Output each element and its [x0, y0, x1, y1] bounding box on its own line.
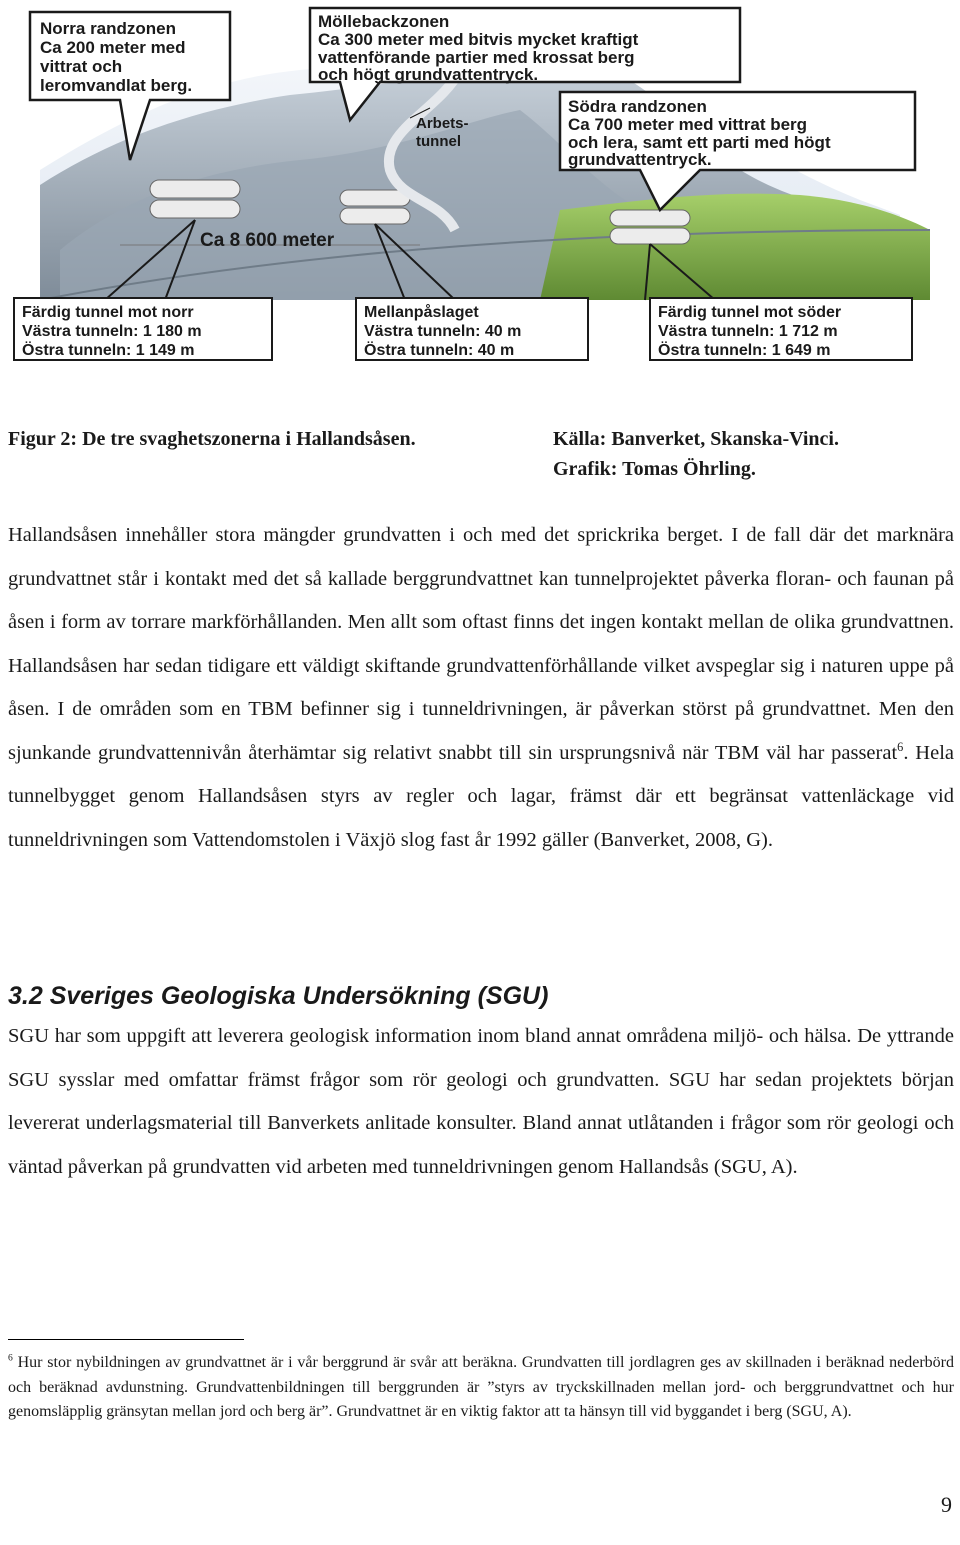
footnote [8, 1351, 954, 1425]
callout-norra-line3: vittrat och [40, 57, 123, 76]
footnote-divider [8, 1339, 244, 1340]
length-text: Ca 8 600 meter [200, 230, 335, 251]
callout-sodra-line3: och lera, samt ett parti med högt [568, 133, 831, 152]
section-heading: 3.2 Sveriges Geologiska Undersökning (SGU) [8, 982, 549, 1010]
page-number: 9 [941, 1492, 952, 1517]
callout-mollebacken-line4: och högt grundvattentryck. [318, 65, 539, 84]
callout-norra-line2: Ca 200 meter med [40, 38, 186, 57]
label-soder-line2: Västra tunneln: 1 712 m [658, 323, 838, 340]
paragraph-sgu: SGU har som uppgift att leverera geologisk information inom bland annat områdena miljö- och hälsa. De yttrande SGU sysslar med omfattar främst frågor som rör geologi och grundvatten. SGU har sedan projektets början levererat underlagsmaterial till Banverkets anlitade konsulter. Bland annat utlåtanden i frågor som rör geologi och väntad påverkan på grundvatten vid arbeten med tunneldrivningen genom Hallandsås (SGU, A). [8, 1025, 954, 1178]
tunnel-figure [0, 0, 960, 370]
footnote-ref[interactable]: 6 [897, 739, 904, 754]
label-soder-line1: Färdig tunnel mot söder [658, 304, 842, 321]
label-soder [650, 298, 912, 360]
footnote-text: Hur stor nybildningen av grundvattnet är i vår berggrund är svår att beräkna. Grundvatten till jordlagren ges av skillnaden i beräknad nederbörd och beräknad avdunstning. Grundvattenbildningen till berggrunden är ”styrs av tryckskillnaden mellan jord- och berggrundvattnet och hur genomsläpplig gränsytan mellan jord och berg är”. Grundvattnet är en viktig faktor att ta hänsyn till vid byggandet i berg (SGU, A). [8, 1354, 954, 1420]
label-norr-line1: Färdig tunnel mot norr [22, 304, 194, 321]
label-mellan-line2: Västra tunneln: 40 m [364, 323, 522, 340]
callout-mollebacken-line2: Ca 300 meter med bitvis mycket kraftigt [318, 30, 639, 49]
paragraph-groundwater [8, 514, 954, 862]
callout-norra-line1: Norra randzonen [40, 19, 177, 38]
paragraph-groundwater-text-cont: . Hela tunnelbygget genom Hallandsåsen styrs av regler och lagar, främst där ett begränsat vattenläckage vid tunneldrivningen som Vattendomstolen i Växjö slog fast år 1992 gäller (Banverket, 2008, G). [8, 741, 954, 851]
label-norr-line3: Östra tunneln: 1 149 m [22, 342, 195, 359]
callout-mollebacken-line1: Möllebackzonen [318, 12, 450, 31]
callout-sodra-line4: grundvattentryck. [568, 150, 712, 169]
callout-mollebacken-line3: vattenförande partier med krossat berg [318, 48, 635, 67]
tunnel-illustration [0, 0, 960, 370]
label-norr [14, 298, 272, 360]
footnote-number: 6 [8, 1352, 13, 1364]
caption-graphics: Grafik: Tomas Öhrling. [553, 458, 756, 480]
label-mellan-line1: Mellanpåslaget [364, 304, 479, 321]
label-norr-line2: Västra tunneln: 1 180 m [22, 323, 202, 340]
caption-source: Källa: Banverket, Skanska-Vinci. [553, 428, 839, 450]
callout-sodra-line1: Södra randzonen [568, 97, 707, 116]
label-mellan-line3: Östra tunneln: 40 m [364, 342, 515, 359]
arbetstunnel-line2: tunnel [416, 133, 461, 150]
paragraph-groundwater-text: Hallandsåsen innehåller stora mängder grundvatten i och med det sprickrika berget. I de fall där det marknära grundvattnet står i kontakt med det så kallade berggrundvattnet kan tunnelprojektet påverka floran- och faunan på åsen i form av torrare markförhållanden. Men allt som oftast finns det ingen kontakt mellan de olika grundvattnen. Hallandsåsen har sedan tidigare ett väldigt skiftande grundvattenförhållande vilket avspeglar sig i naturen uppe på åsen. I de områden som en TBM befinner sig i tunneldrivningen, är påverkan störst på grundvattnet. Men den sjunkande grundvattennivån återhämtar sig relativt snabbt till sin ursprungsnivå när TBM väl har passerat [8, 524, 954, 764]
label-mellan [356, 298, 588, 360]
callout-norra-line4: leromvandlat berg. [40, 76, 193, 95]
caption-title: Figur 2: De tre svaghetszonerna i Hallandsåsen. [8, 428, 416, 450]
callout-sodra-line2: Ca 700 meter med vittrat berg [568, 115, 808, 134]
caption-credits [553, 424, 839, 484]
callout-arbetstunnel [410, 108, 469, 150]
grass-slope [540, 194, 930, 300]
label-soder-line3: Östra tunneln: 1 649 m [658, 342, 831, 359]
arbetstunnel-line1: Arbets- [416, 115, 469, 132]
